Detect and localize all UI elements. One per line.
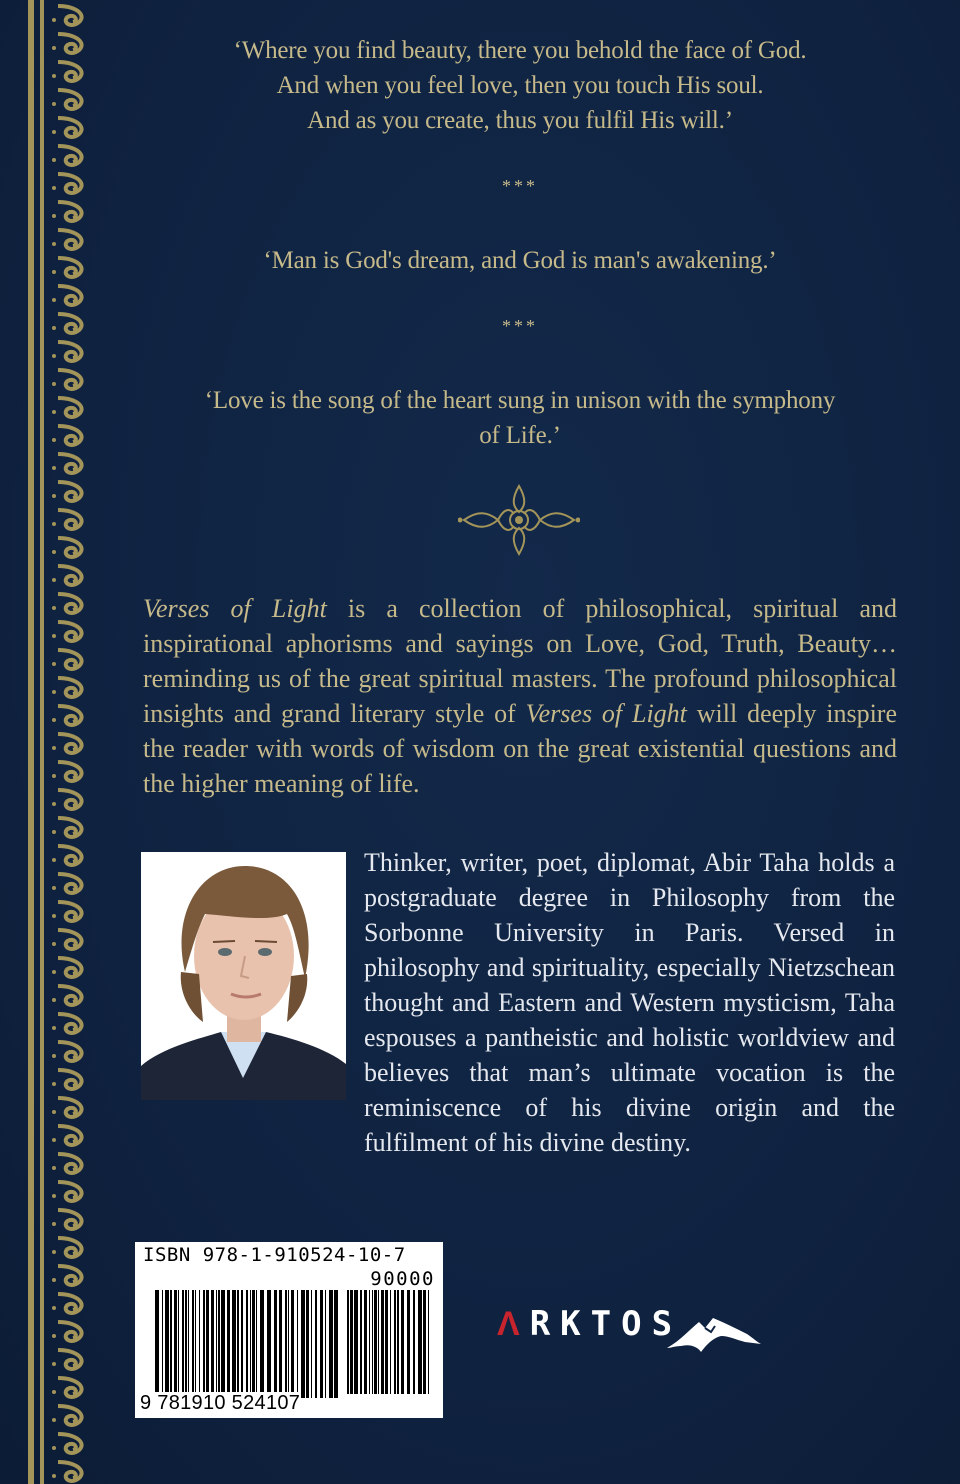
- book-title-italic: Verses of Light: [143, 594, 327, 623]
- isbn-barcode: [135, 1242, 443, 1418]
- separator-stars: ***: [502, 176, 538, 196]
- quote-2: [180, 243, 860, 278]
- publisher-name-rest: RKTOS: [529, 1304, 683, 1344]
- separator-stars: ***: [502, 316, 538, 336]
- flourish-ornament-icon: [458, 482, 580, 558]
- quote-3-line-2: of Life.’: [479, 422, 561, 449]
- publisher-logo: [497, 1300, 767, 1360]
- price-code: 90000: [370, 1268, 435, 1290]
- publisher-first-letter: Λ: [497, 1305, 530, 1343]
- author-bio: [364, 845, 895, 1160]
- quote-1-line-2: And when you feel love, then you touch His soul.: [276, 72, 764, 99]
- quote-2-line-1: ‘Man is God's dream, and God is man's awakening.’: [263, 247, 777, 274]
- quote-3: [180, 383, 860, 453]
- author-photo: [141, 852, 346, 1100]
- book-description: [143, 591, 897, 801]
- decorative-border: [28, 0, 108, 1484]
- barcode-addon-bars: [347, 1290, 431, 1394]
- barcode-digits: 9 781910 524107: [140, 1392, 301, 1414]
- barcode-bars: [155, 1290, 341, 1398]
- description-text-1: is a collection of philosophical, spiritual and inspirational aphorisms and sayings on Love, God, Truth, Beauty… reminding us of the great spiritual masters. The profound philosophical insights and grand literary style of: [143, 594, 897, 728]
- book-title-italic: Verses of Light: [525, 699, 687, 728]
- quote-1: [180, 33, 860, 138]
- quote-1-line-1: ‘Where you find beauty, there you behold the face of God.: [233, 37, 807, 64]
- quote-3-line-1: ‘Love is the song of the heart sung in unison with the symphony: [204, 387, 836, 414]
- mountain-icon: [667, 1312, 761, 1352]
- description-text-2: will deeply inspire the reader with words of wisdom on the great existential questions and the higher meaning of life.: [143, 699, 897, 798]
- isbn-label: ISBN 978-1-910524-10-7: [143, 1244, 406, 1266]
- publisher-name: [497, 1304, 682, 1344]
- author-bio-text: Thinker, writer, poet, diplomat, Abir Taha holds a postgraduate degree in Philosophy from the Sorbonne University in Paris. Versed in philosophy and spirituality, especially Nietzschean thought and Eastern and Western mysticism, Taha espouses a pantheistic and holistic worldview and believes that man’s ultimate vocation is the reminiscence of his divine origin and the fulfilment of his divine destiny.: [364, 848, 895, 1157]
- quote-1-line-3: And as you create, thus you fulfil His will.’: [307, 107, 733, 134]
